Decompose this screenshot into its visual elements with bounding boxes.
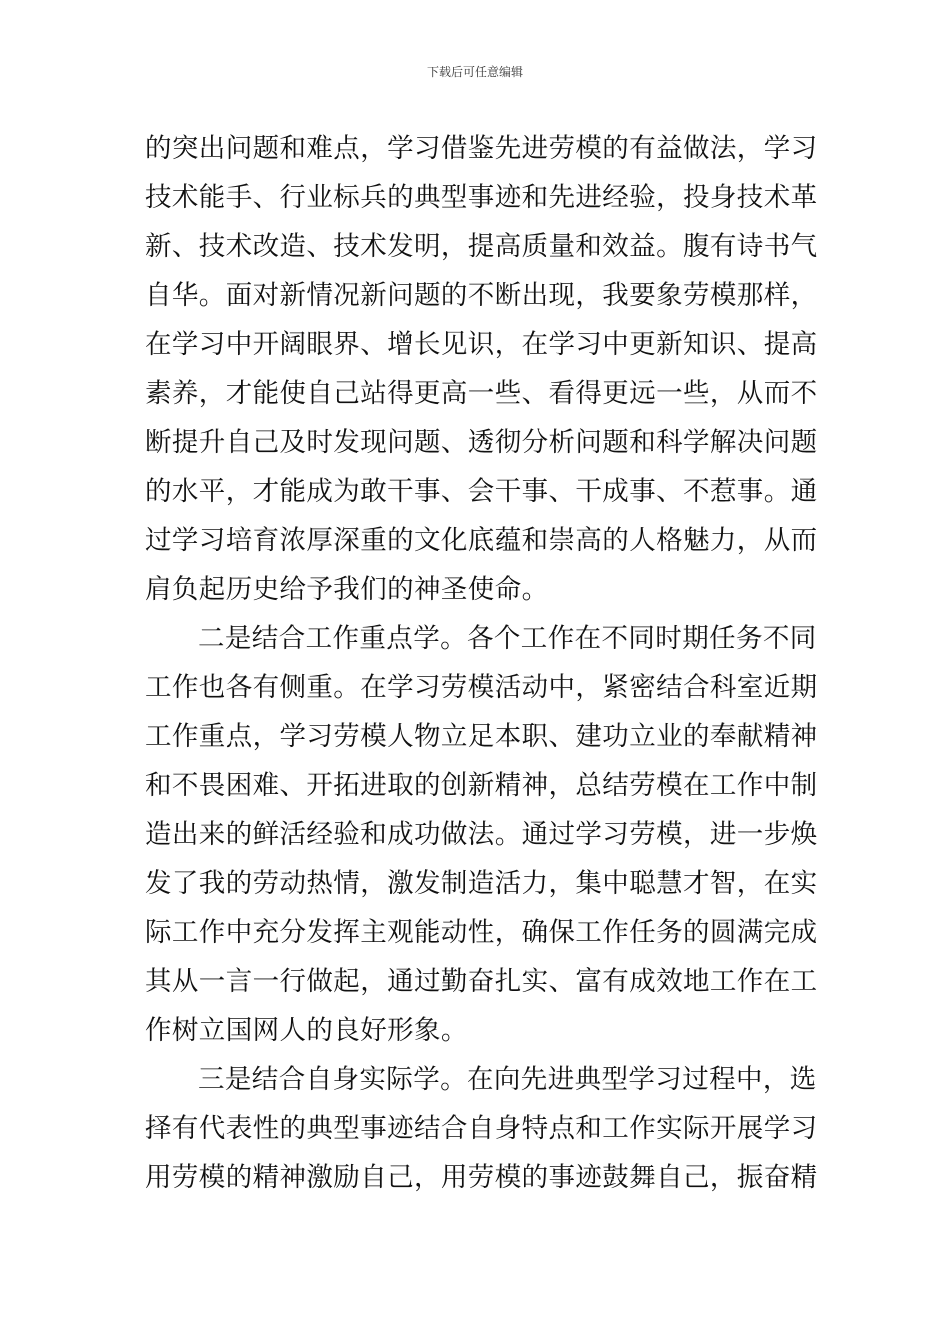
text-line: 择有代表性的典型事迹结合自身特点和工作实际开展学习 (145, 1113, 818, 1144)
text-line: 工作也各有侧重。在学习劳模活动中，紧密结合科室近期 (145, 672, 818, 703)
text-line: 发了我的劳动热情，激发制造活力，集中聪慧才智，在实 (145, 868, 818, 899)
document-body (145, 124, 818, 1202)
paragraph-start-line: 二是结合工作重点学。各个工作在不同时期任务不同 (198, 623, 817, 654)
text-line: 和不畏困难、开拓进取的创新精神，总结劳模在工作中制 (145, 770, 818, 801)
text-line: 在学习中开阔眼界、增长见识，在学习中更新知识、提高 (145, 329, 818, 360)
text-line: 技术能手、行业标兵的典型事迹和先进经验，投身技术革 (145, 182, 818, 213)
text-line: 际工作中充分发挥主观能动性，确保工作任务的圆满完成 (145, 917, 818, 948)
text-line: 过学习培育浓厚深重的文化底蕴和崇高的人格魅力，从而 (145, 525, 818, 556)
text-line: 新、技术改造、技术发明，提高质量和效益。腹有诗书气 (145, 231, 818, 262)
text-line: 工作重点，学习劳模人物立足本职、建功立业的奉献精神 (145, 721, 818, 752)
page-header-note: 下载后可任意编辑 (426, 65, 523, 79)
text-line: 的水平，才能成为敢干事、会干事、干成事、不惹事。通 (145, 476, 818, 507)
paragraph-start-line: 三是结合自身实际学。在向先进典型学习过程中，选 (198, 1064, 817, 1095)
text-line: 肩负起历史给予我们的神圣使命。 (145, 574, 549, 605)
text-line: 素养，才能使自己站得更高一些、看得更远一些，从而不 (145, 378, 818, 409)
text-line: 断提升自己及时发现问题、透彻分析问题和科学解决问题 (145, 427, 818, 458)
text-line: 自华。面对新情况新问题的不断出现，我要象劳模那样， (145, 280, 818, 311)
text-line: 用劳模的精神激励自己，用劳模的事迹鼓舞自己，振奋精 (145, 1162, 818, 1193)
text-line: 的突出问题和难点，学习借鉴先进劳模的有益做法，学习 (145, 133, 818, 164)
text-line: 其从一言一行做起，通过勤奋扎实、富有成效地工作在工 (145, 966, 818, 997)
text-line: 造出来的鲜活经验和成功做法。通过学习劳模，进一步焕 (145, 819, 818, 850)
text-line: 作树立国网人的良好形象。 (145, 1015, 468, 1046)
